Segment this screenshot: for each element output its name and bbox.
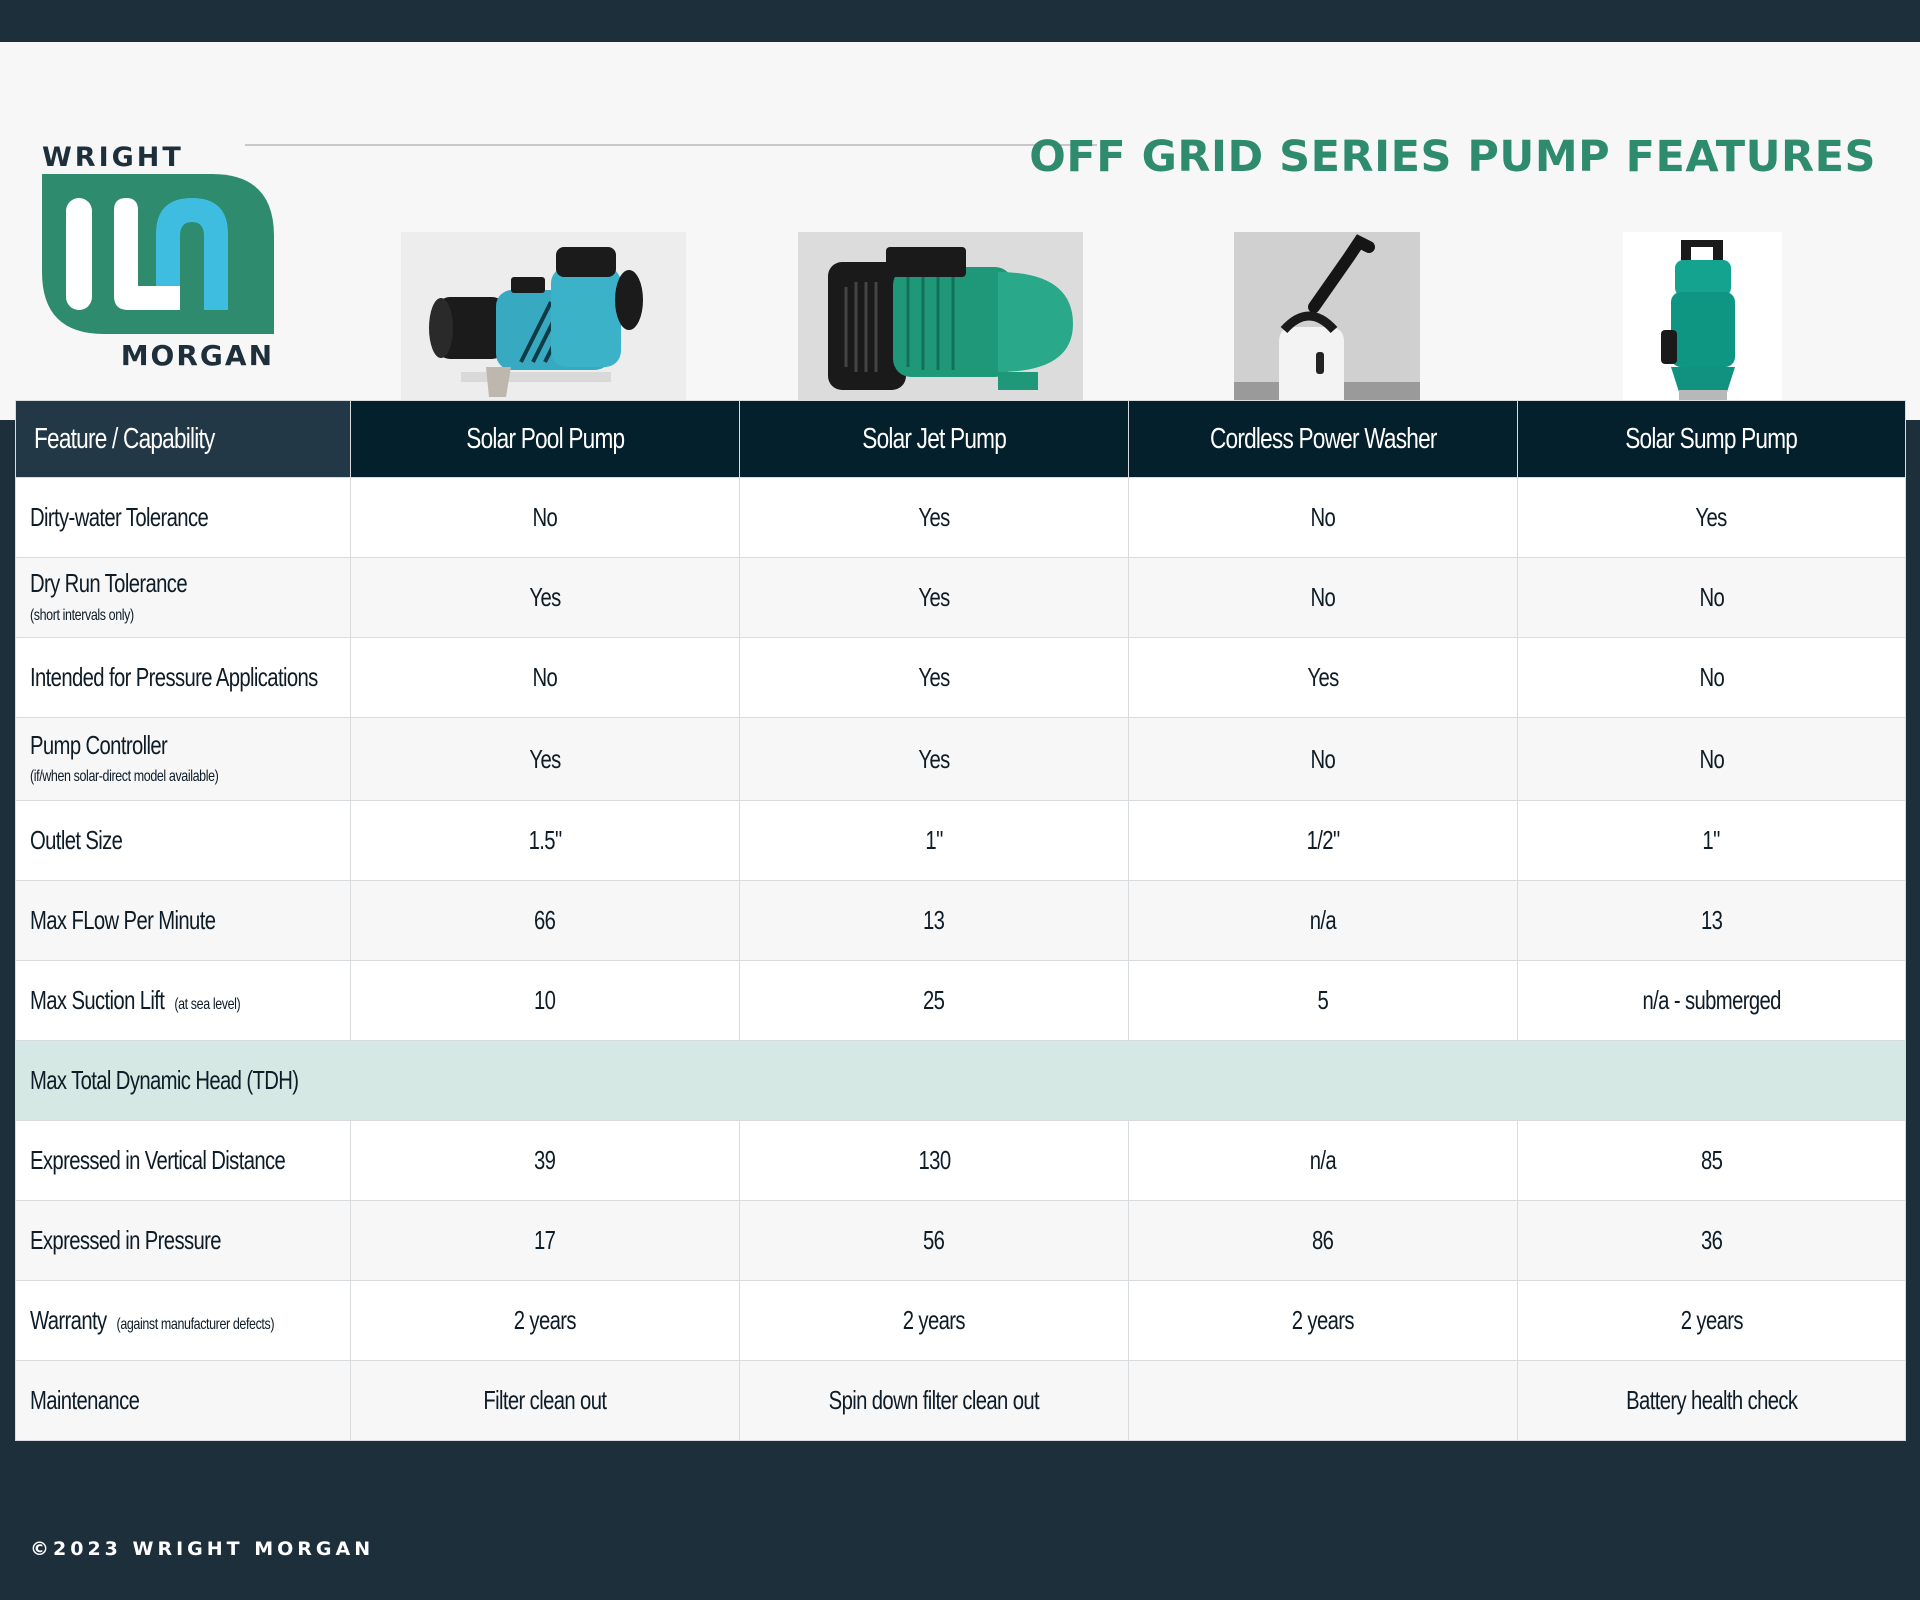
- table-cell: Yes: [1129, 638, 1518, 718]
- table-cell: Yes: [740, 478, 1129, 558]
- table-cell: 5: [1129, 961, 1518, 1041]
- feature-note: (at sea level): [174, 995, 241, 1013]
- table-cell: Yes: [740, 558, 1129, 638]
- table-cell: 66: [351, 881, 740, 961]
- table-cell: No: [351, 638, 740, 718]
- table-cell: n/a: [1129, 881, 1518, 961]
- table-cell: 1.5": [351, 801, 740, 881]
- table-row: [16, 718, 1906, 801]
- jet-pump-icon: [798, 232, 1083, 407]
- feature-label: Expressed in Pressure: [16, 1201, 351, 1281]
- header-rule: [245, 144, 1097, 146]
- pool-pump-icon: [401, 232, 686, 407]
- table-row: [16, 801, 1906, 881]
- table-row: [16, 881, 1906, 961]
- column-header-feature: Feature / Capability: [16, 401, 351, 478]
- table-cell: Yes: [351, 718, 740, 801]
- table-header-row: [16, 401, 1906, 478]
- feature-label: Warranty (against manufacturer defects): [16, 1281, 351, 1361]
- page-header: [0, 42, 1920, 420]
- feature-label: Expressed in Vertical Distance: [16, 1121, 351, 1201]
- logo-mark-icon: [42, 174, 274, 334]
- feature-note: (against manufacturer defects): [116, 1315, 275, 1333]
- table-row: [16, 961, 1906, 1041]
- table-cell: No: [1129, 558, 1518, 638]
- column-header-product: Solar Pool Pump: [351, 401, 740, 478]
- table-cell: 10: [351, 961, 740, 1041]
- table-row: [16, 1281, 1906, 1361]
- column-header-product: Solar Sump Pump: [1518, 401, 1906, 478]
- table-cell: 85: [1518, 1121, 1906, 1201]
- table-cell: 1": [740, 801, 1129, 881]
- table-cell: 17: [351, 1201, 740, 1281]
- table-cell: No: [1518, 718, 1906, 801]
- table-cell: No: [351, 478, 740, 558]
- table-cell: n/a - submerged: [1518, 961, 1906, 1041]
- features-table: [15, 400, 1906, 1441]
- table-cell: 39: [351, 1121, 740, 1201]
- table-cell: 2 years: [1518, 1281, 1906, 1361]
- power-washer-icon: [1234, 232, 1420, 407]
- table-row: [16, 638, 1906, 718]
- table-cell: Spin down filter clean out: [740, 1361, 1129, 1441]
- table-cell: 86: [1129, 1201, 1518, 1281]
- section-label: Max Total Dynamic Head (TDH): [16, 1041, 1906, 1121]
- table-cell: 1": [1518, 801, 1906, 881]
- table-cell: 56: [740, 1201, 1129, 1281]
- feature-label: Outlet Size: [16, 801, 351, 881]
- feature-note: (short intervals only): [30, 606, 134, 624]
- table-cell: 25: [740, 961, 1129, 1041]
- feature-label: Intended for Pressure Applications: [16, 638, 351, 718]
- table-cell: No: [1129, 718, 1518, 801]
- table-cell: Yes: [740, 638, 1129, 718]
- table-row: [16, 478, 1906, 558]
- page-title: OFF GRID SERIES PUMP FEATURES: [1029, 132, 1876, 182]
- table-cell: Battery health check: [1518, 1361, 1906, 1441]
- logo-bottom-text: MORGAN: [120, 339, 274, 372]
- table-row: [16, 558, 1906, 638]
- table-row: [16, 1201, 1906, 1281]
- feature-label: Maintenance: [16, 1361, 351, 1441]
- logo-top-text: WRIGHT: [42, 142, 184, 173]
- feature-label: Dry Run Tolerance (short intervals only): [16, 558, 351, 638]
- table-cell: 2 years: [351, 1281, 740, 1361]
- wright-morgan-logo: [42, 142, 274, 372]
- column-header-product: Solar Jet Pump: [740, 401, 1129, 478]
- column-header-product: Cordless Power Washer: [1129, 401, 1518, 478]
- table-row: [16, 1121, 1906, 1201]
- table-cell: 130: [740, 1121, 1129, 1201]
- feature-note: (if/when solar-direct model available): [30, 768, 219, 785]
- table-cell: n/a: [1129, 1121, 1518, 1201]
- sump-pump-icon: [1623, 232, 1782, 407]
- table-cell: 1/2": [1129, 801, 1518, 881]
- feature-label: Max Suction Lift (at sea level): [16, 961, 351, 1041]
- feature-label: Dirty-water Tolerance: [16, 478, 351, 558]
- table-cell: 13: [740, 881, 1129, 961]
- table-cell: 13: [1518, 881, 1906, 961]
- footer-copyright: ©2023 WRIGHT MORGAN: [30, 1538, 375, 1560]
- feature-label: Max FLow Per Minute: [16, 881, 351, 961]
- table-row: [16, 1361, 1906, 1441]
- table-cell: 2 years: [740, 1281, 1129, 1361]
- section-row: [16, 1041, 1906, 1121]
- table-cell: [1129, 1361, 1518, 1441]
- table-cell: 2 years: [1129, 1281, 1518, 1361]
- top-bar: [0, 0, 1920, 42]
- table-cell: No: [1518, 638, 1906, 718]
- table-cell: 36: [1518, 1201, 1906, 1281]
- feature-label: Pump Controller (if/when solar-direct model available): [16, 718, 351, 801]
- table-cell: No: [1518, 558, 1906, 638]
- table-cell: Yes: [740, 718, 1129, 801]
- table-cell: No: [1129, 478, 1518, 558]
- table-cell: Yes: [351, 558, 740, 638]
- table-cell: Filter clean out: [351, 1361, 740, 1441]
- table-cell: Yes: [1518, 478, 1906, 558]
